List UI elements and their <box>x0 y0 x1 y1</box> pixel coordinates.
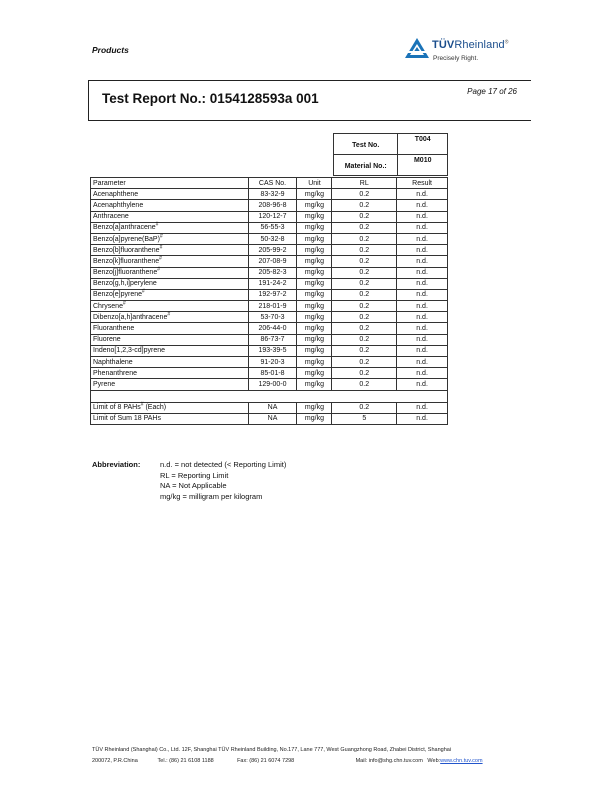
table-row <box>91 245 448 256</box>
footer-fax: Fax: (86) 21 6074 7298 <box>237 758 295 764</box>
test-no-row <box>334 134 448 155</box>
parameter-name: Limit of 8 PAHs <box>93 404 141 412</box>
table-row <box>91 345 448 356</box>
parameter-name: Fluorene <box>93 336 121 344</box>
parameter-name: Benzo[a]anthracene <box>93 224 156 232</box>
cell-cas: 205-82-3 <box>248 267 297 278</box>
parameter-name: Acenaphthylene <box>93 201 144 209</box>
cell-rl: 0.2 <box>332 301 397 312</box>
footer-contact <box>92 756 522 767</box>
table-row <box>91 289 448 300</box>
table-row <box>91 357 448 368</box>
cell-rl: 0.2 <box>332 323 397 334</box>
cell-result: n.d. <box>397 357 448 368</box>
parameter-name: Benzo[g,h,i]perylene <box>93 280 157 288</box>
table-row <box>91 379 448 390</box>
table-header-row <box>91 178 448 189</box>
footer-web-link[interactable]: www.chn.tuv.com <box>440 758 483 764</box>
parameter-name: Acenaphthene <box>93 190 139 198</box>
report-title-box <box>88 80 531 121</box>
table-row <box>91 323 448 334</box>
table-spacer-row <box>91 390 448 402</box>
parameter-name: Benzo[a]pyrene(BaP) <box>93 235 160 243</box>
abbreviation-item: n.d. = not detected (< Reporting Limit) <box>160 460 287 469</box>
pah-results-table <box>90 177 448 425</box>
cell-parameter <box>91 334 249 345</box>
cell-result: n.d. <box>397 289 448 300</box>
logo-tagline: Precisely Right. <box>433 55 479 62</box>
cell-unit: mg/kg <box>297 289 332 300</box>
cell-parameter <box>91 222 249 233</box>
footnote-mark: # <box>122 300 126 307</box>
cell-rl: 0.2 <box>332 189 397 200</box>
footnote-mark: # <box>140 401 144 408</box>
spacer-cell <box>91 390 448 402</box>
cell-cas: 83-32-9 <box>248 189 297 200</box>
cell-rl: 0.2 <box>332 233 397 244</box>
table-limit-row <box>91 402 448 413</box>
cell-rl: 0.2 <box>332 345 397 356</box>
parameter-name: Benzo[j]fluoranthene <box>93 269 158 277</box>
column-header-rl: RL <box>332 178 397 189</box>
cell-parameter <box>91 245 249 256</box>
cell-result: n.d. <box>397 301 448 312</box>
cell-rl: 0.2 <box>332 312 397 323</box>
abbreviation-item: NA = Not Applicable <box>160 481 227 490</box>
cell-rl: 0.2 <box>332 278 397 289</box>
cell-parameter <box>91 211 249 222</box>
cell-unit: mg/kg <box>297 245 332 256</box>
cell-parameter <box>91 289 249 300</box>
cell-unit: mg/kg <box>297 278 332 289</box>
cell-rl: 0.2 <box>332 256 397 267</box>
parameter-name: Limit of Sum 18 PAHs <box>93 415 161 423</box>
cell-rl: 0.2 <box>332 379 397 390</box>
cell-unit: mg/kg <box>297 334 332 345</box>
cell-rl: 0.2 <box>332 368 397 379</box>
parameter-name: Indeno[1,2,3-cd]pyrene <box>93 347 165 355</box>
parameter-name: Phenanthrene <box>93 369 137 377</box>
cell-unit: mg/kg <box>297 189 332 200</box>
parameter-name: Benzo[e]pyrene <box>93 291 143 299</box>
cell-cas: 206-44-0 <box>248 323 297 334</box>
cell-cas: 85-01-8 <box>248 368 297 379</box>
cell-parameter <box>91 413 249 424</box>
cell-rl: 0.2 <box>332 211 397 222</box>
cell-rl: 0.2 <box>332 200 397 211</box>
material-no-value: M010 <box>398 155 448 176</box>
table-limit-row <box>91 413 448 424</box>
parameter-name: Fluoranthene <box>93 325 135 333</box>
footer-postcode: 200072, P.R.China <box>92 758 138 764</box>
cell-cas: 86-73-7 <box>248 334 297 345</box>
cell-cas: NA <box>248 413 297 424</box>
table-row <box>91 222 448 233</box>
column-header-result: Result <box>397 178 448 189</box>
cell-parameter <box>91 357 249 368</box>
cell-rl: 0.2 <box>332 357 397 368</box>
abbreviation-item: mg/kg = milligram per kilogram <box>160 491 263 501</box>
table-row <box>91 189 448 200</box>
cell-parameter <box>91 345 249 356</box>
cell-cas: 193-39-5 <box>248 345 297 356</box>
cell-cas: 53-70-3 <box>248 312 297 323</box>
cell-result: n.d. <box>397 402 448 413</box>
parameter-name: Benzo[k]fluoranthene <box>93 257 160 265</box>
table-row <box>91 256 448 267</box>
page-footer <box>92 745 522 767</box>
cell-result: n.d. <box>397 334 448 345</box>
cell-unit: mg/kg <box>297 267 332 278</box>
footnote-mark: # <box>167 311 171 318</box>
cell-result: n.d. <box>397 323 448 334</box>
footnote-mark: # <box>159 244 163 251</box>
cell-unit: mg/kg <box>297 402 332 413</box>
logo-brand-name: TÜVRheinland® <box>432 39 509 51</box>
parameter-name: Pyrene <box>93 380 116 388</box>
cell-result: n.d. <box>397 233 448 244</box>
cell-cas: 207-08-9 <box>248 256 297 267</box>
cell-result: n.d. <box>397 345 448 356</box>
cell-unit: mg/kg <box>297 413 332 424</box>
cell-result: n.d. <box>397 278 448 289</box>
cell-rl: 0.2 <box>332 334 397 345</box>
cell-unit: mg/kg <box>297 323 332 334</box>
table-row <box>91 334 448 345</box>
cell-cas: 205-99-2 <box>248 245 297 256</box>
table-row <box>91 233 448 244</box>
cell-rl: 5 <box>332 413 397 424</box>
cell-unit: mg/kg <box>297 222 332 233</box>
cell-rl: 0.2 <box>332 267 397 278</box>
column-header-cas: CAS No. <box>248 178 297 189</box>
cell-cas: 91-20-3 <box>248 357 297 368</box>
parameter-suffix: (Each) <box>143 404 167 412</box>
cell-unit: mg/kg <box>297 368 332 379</box>
test-no-value: T004 <box>398 134 448 155</box>
cell-result: n.d. <box>397 379 448 390</box>
parameter-name: Chrysene <box>93 302 123 310</box>
cell-parameter <box>91 200 249 211</box>
cell-parameter <box>91 379 249 390</box>
cell-result: n.d. <box>397 368 448 379</box>
table-row <box>91 368 448 379</box>
table-row <box>91 301 448 312</box>
page-number: Page 17 of 26 <box>467 87 517 96</box>
cell-rl: 0.2 <box>332 402 397 413</box>
cell-cas: 192-97-2 <box>248 289 297 300</box>
cell-result: n.d. <box>397 267 448 278</box>
cell-unit: mg/kg <box>297 312 332 323</box>
cell-cas: 50-32-8 <box>248 233 297 244</box>
cell-cas: 208-96-8 <box>248 200 297 211</box>
cell-parameter <box>91 301 249 312</box>
cell-parameter <box>91 189 249 200</box>
cell-unit: mg/kg <box>297 233 332 244</box>
footer-tel: Tel.: (86) 21 6108 1188 <box>157 758 214 764</box>
cell-parameter <box>91 312 249 323</box>
cell-result: n.d. <box>397 312 448 323</box>
cell-unit: mg/kg <box>297 200 332 211</box>
cell-unit: mg/kg <box>297 357 332 368</box>
footnote-mark: # <box>157 266 160 273</box>
cell-parameter <box>91 278 249 289</box>
parameter-name: Naphthalene <box>93 358 133 366</box>
cell-cas: 120-12-7 <box>248 211 297 222</box>
cell-unit: mg/kg <box>297 256 332 267</box>
column-header-parameter: Parameter <box>91 178 249 189</box>
cell-rl: 0.2 <box>332 245 397 256</box>
cell-cas: 218-01-9 <box>248 301 297 312</box>
parameter-name: Anthracene <box>93 213 129 221</box>
cell-unit: mg/kg <box>297 345 332 356</box>
abbreviation-item: RL = Reporting Limit <box>160 470 229 480</box>
cell-unit: mg/kg <box>297 301 332 312</box>
cell-parameter <box>91 402 249 413</box>
cell-unit: mg/kg <box>297 211 332 222</box>
cell-cas: 56-55-3 <box>248 222 297 233</box>
parameter-name: Benzo[b]fluoranthene <box>93 246 160 254</box>
sample-header-table <box>333 133 448 176</box>
cell-parameter <box>91 323 249 334</box>
table-row <box>91 200 448 211</box>
cell-cas: 129-00-0 <box>248 379 297 390</box>
footer-mail: Mail: info@shg.chn.tuv.com <box>355 758 423 764</box>
cell-cas: 191-24-2 <box>248 278 297 289</box>
material-no-row <box>334 155 448 176</box>
test-no-label: Test No. <box>334 134 398 155</box>
cell-rl: 0.2 <box>332 222 397 233</box>
cell-parameter <box>91 256 249 267</box>
cell-result: n.d. <box>397 245 448 256</box>
abbreviation-label: Abbreviation: <box>92 460 141 469</box>
cell-cas: NA <box>248 402 297 413</box>
table-row <box>91 312 448 323</box>
cell-result: n.d. <box>397 222 448 233</box>
table-row <box>91 267 448 278</box>
cell-parameter <box>91 267 249 278</box>
footer-address: TÜV Rheinland (Shanghai) Co., Ltd. 12F, Shanghai TÜV Rheinland Building, No.177, Lane 777, West Guangzhong Road, Zhabei District, Shanghai <box>92 747 452 753</box>
material-no-label: Material No.: <box>334 155 398 176</box>
report-title: Test Report No.: 0154128593a 001 <box>102 91 319 106</box>
abbreviation-list <box>160 460 286 502</box>
table-row <box>91 278 448 289</box>
section-label: Products <box>92 45 129 55</box>
footnote-mark: # <box>155 222 159 229</box>
cell-unit: mg/kg <box>297 379 332 390</box>
triangle-logo-icon <box>404 37 430 59</box>
cell-parameter <box>91 233 249 244</box>
footnote-mark: # <box>159 255 162 262</box>
column-header-unit: Unit <box>297 178 332 189</box>
footnote-mark: # <box>142 289 145 296</box>
cell-parameter <box>91 368 249 379</box>
parameter-name: Dibenzo[a,h]anthracene <box>93 313 168 321</box>
cell-result: n.d. <box>397 189 448 200</box>
table-row <box>91 211 448 222</box>
cell-rl: 0.2 <box>332 289 397 300</box>
cell-result: n.d. <box>397 200 448 211</box>
tuv-rheinland-logo <box>404 35 534 71</box>
cell-result: n.d. <box>397 413 448 424</box>
footnote-mark: # <box>159 233 163 240</box>
cell-result: n.d. <box>397 211 448 222</box>
footer-web-label: Web: <box>427 758 441 764</box>
cell-result: n.d. <box>397 256 448 267</box>
